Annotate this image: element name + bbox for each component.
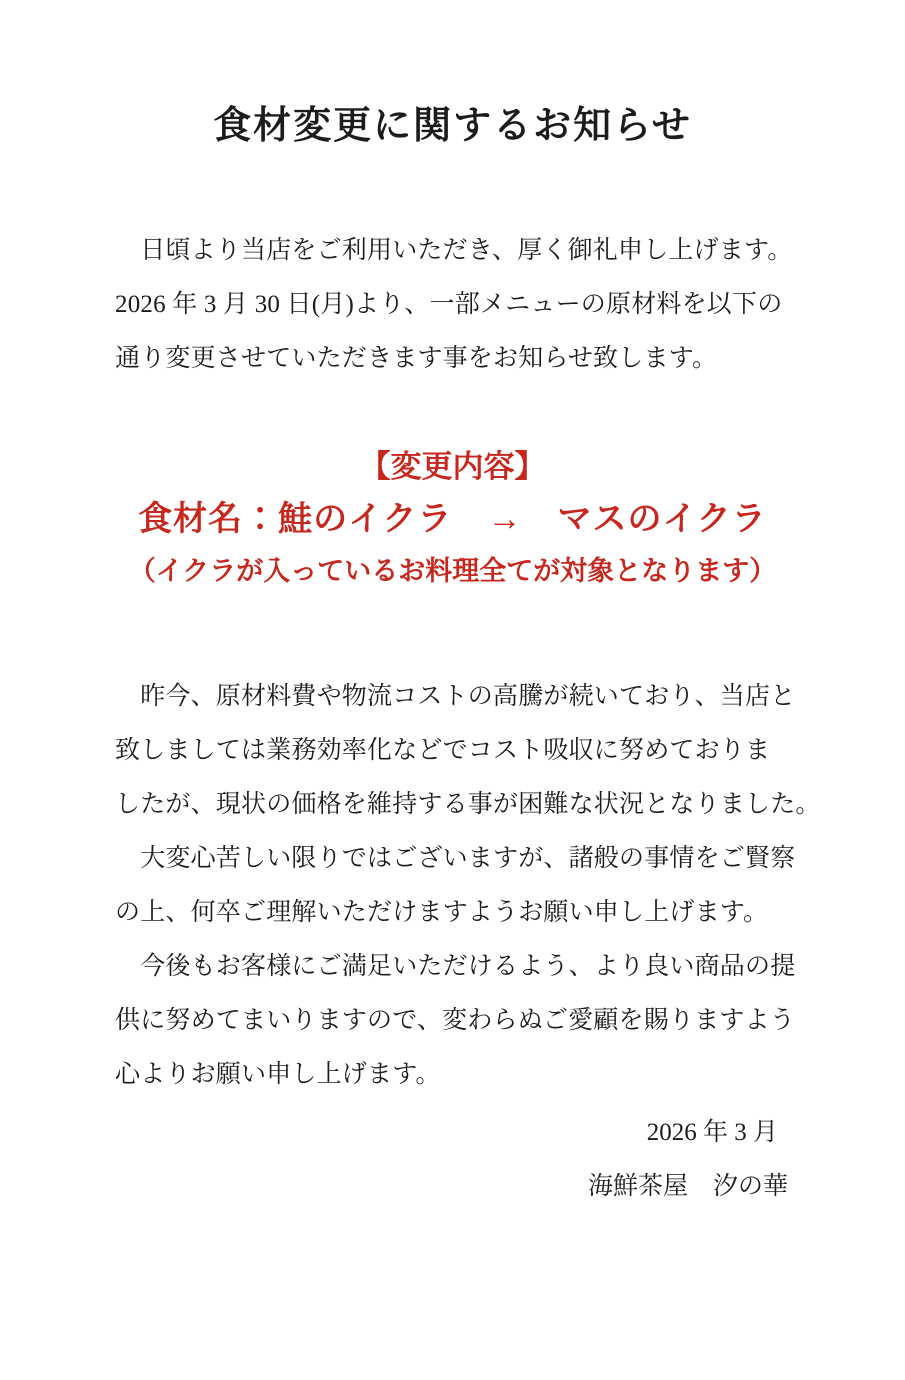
intro-paragraph	[115, 224, 793, 386]
paragraph-line: 大変心苦しい限りではございますが、諸般の事情をご賢察	[115, 845, 796, 872]
change-detail: 食材名：鮭のイクラ → マスのイクラ	[138, 501, 767, 538]
date-line: 2026 年 3 月	[646, 1119, 778, 1146]
paragraph-line: 昨今、原材料費や物流コストの高騰が続いており、当店と	[115, 683, 796, 710]
paragraph-line: 通り変更させていただきます事をお知らせ致します。	[115, 345, 718, 372]
paragraph-line: 致しましては業務効率化などでコスト吸収に努めておりま	[115, 737, 771, 764]
paragraph-line: 心よりお願い申し上げます。	[115, 1061, 441, 1088]
paragraph-line: 供に努めてまいりますので、変わらぬご愛顧を賜りますよう	[115, 1007, 795, 1034]
paragraph-line: の上、何卒ご理解いただけますようお願い申し上げます。	[115, 899, 769, 926]
paragraph-line: 日頃より当店をご利用いただき、厚く御礼申し上げます。	[115, 237, 793, 264]
change-notice-block	[115, 442, 790, 594]
change-scope: （イクラが入っているお料理全てが対象となります）	[128, 556, 777, 586]
page-title: 食材変更に関するお知らせ	[213, 105, 692, 147]
body-paragraphs	[115, 670, 821, 1102]
restaurant-name: 海鮮茶屋 汐の華	[587, 1173, 788, 1200]
change-heading: 【変更内容】	[359, 449, 546, 484]
notice-document	[0, 100, 905, 1380]
paragraph-line: 2026 年 3 月 30 日(月)より、一部メニューの原材料を以下の	[115, 291, 783, 318]
paragraph-line: 今後もお客様にご満足いただけるよう、より良い商品の提	[115, 953, 796, 980]
paragraph-line: したが、現状の価格を維持する事が困難な状況となりました。	[115, 791, 821, 818]
